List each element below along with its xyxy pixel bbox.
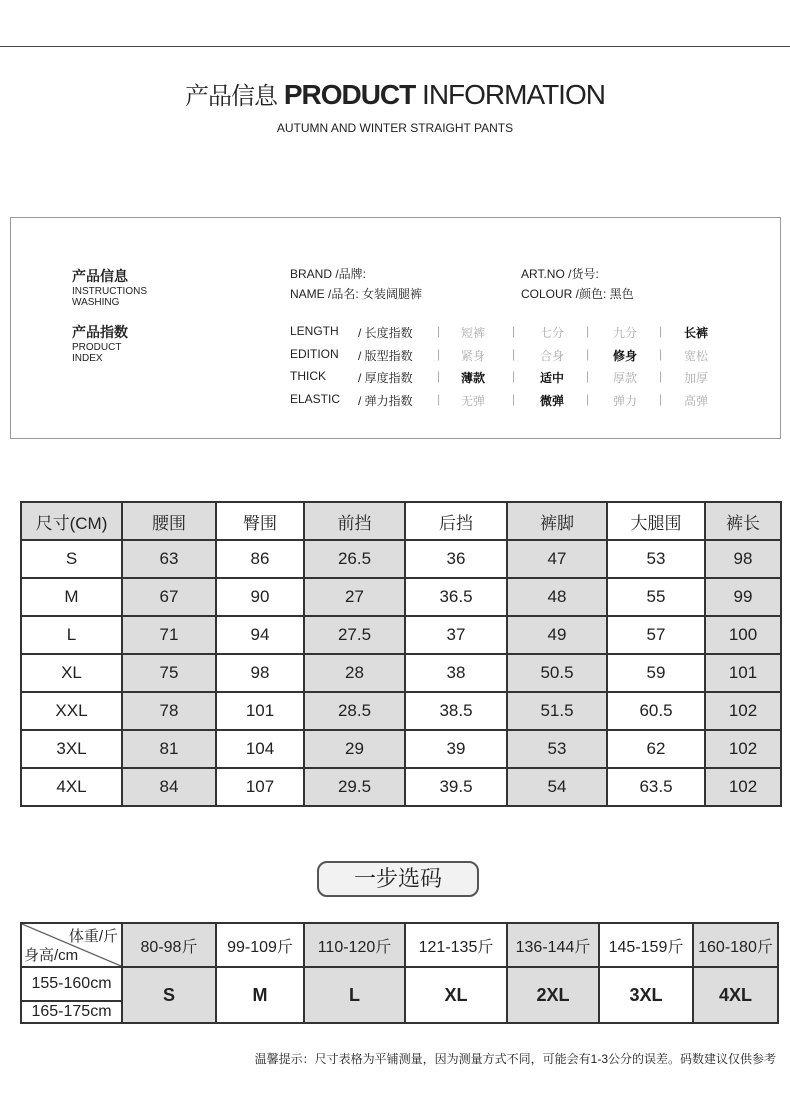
size-cell: 4XL [693,967,778,1023]
weight-cell: 110-120斤 [304,923,405,967]
weight-cell: 160-180斤 [693,923,778,967]
table-cell: 37 [405,616,507,654]
table-cell: 81 [122,730,216,768]
table-cell: 36 [405,540,507,578]
separator: | [586,346,590,361]
table-cell: 38 [405,654,507,692]
table-cell: 98 [705,540,781,578]
table-cell: 75 [122,654,216,692]
table-cell: S [21,540,122,578]
table-row [21,578,781,616]
table-cell: 107 [216,768,304,806]
table-cell: 59 [607,654,705,692]
top-divider [0,46,790,47]
table-row [21,616,781,654]
index-option: 微弹 [540,393,565,408]
index-option: 九分 [613,326,638,340]
header-cell: 裤脚 [507,502,607,540]
tip-note: 温馨提示：尺寸表格为平铺测量，因为测量方式不同，可能会有1-3公分的误差。码数建议仅供参考 [254,1052,776,1066]
table-cell: 29 [304,730,405,768]
index-en: LENGTH [290,324,339,338]
one-step-size-label: 一步选码 [317,861,479,897]
table-cell: 48 [507,578,607,616]
separator: | [586,369,590,383]
table-cell: 47 [507,540,607,578]
table-cell: 99 [705,578,781,616]
index-option: 弹力 [613,393,638,408]
table-cell: 53 [507,730,607,768]
separator: | [659,391,663,406]
separator: | [512,369,516,383]
separator: | [659,324,663,338]
index-option: 高弹 [684,393,709,408]
size-cell: L [304,967,405,1023]
separator: | [512,391,516,406]
table-cell: 102 [705,768,781,806]
table-cell: 28 [304,654,405,692]
table-cell: 53 [607,540,705,578]
header-cell: 大腿围 [607,502,705,540]
table-cell: 101 [216,692,304,730]
table-cell: 98 [216,654,304,692]
size-cell: S [122,967,216,1023]
table-cell: 38.5 [405,692,507,730]
section-info: 产品信息 INSTRUCTIONS WASHING [72,268,147,308]
height-cell: 155-160cm [21,967,122,1001]
index-option: 厚款 [613,371,638,385]
section-index: 产品指数 PRODUCT INDEX [72,324,128,364]
table-row [21,692,781,730]
table-cell: 86 [216,540,304,578]
table-cell: 49 [507,616,607,654]
table-cell: 67 [122,578,216,616]
size-cell: 2XL [507,967,599,1023]
corner-cell: 体重/斤 身高/cm [21,923,122,967]
weight-cell: 136-144斤 [507,923,599,967]
separator: | [437,324,441,338]
index-option: 紧身 [461,348,486,363]
table-cell: 27.5 [304,616,405,654]
table-cell: 94 [216,616,304,654]
table-cell: 29.5 [304,768,405,806]
index-cn: / 版型指数 [358,348,413,363]
index-cn: / 厚度指数 [358,371,413,385]
separator: | [437,391,441,406]
table-row [21,654,781,692]
table-cell: 26.5 [304,540,405,578]
separator: | [512,346,516,361]
index-option: 宽松 [684,348,709,363]
index-en: ELASTIC [290,391,341,406]
size-cell: 3XL [599,967,693,1023]
table-cell: 3XL [21,730,122,768]
index-option: 薄款 [461,371,486,385]
table-cell: 78 [122,692,216,730]
table-cell: 50.5 [507,654,607,692]
table-cell: 27 [304,578,405,616]
size-recommend-table [20,922,779,1024]
table-cell: 104 [216,730,304,768]
table-cell: XL [21,654,122,692]
index-option: 合身 [540,348,565,363]
table-cell: 55 [607,578,705,616]
table-cell: 28.5 [304,692,405,730]
index-option: 长裤 [684,326,709,340]
table-cell: 102 [705,692,781,730]
size-table [20,501,782,807]
table-cell: 101 [705,654,781,692]
index-cn: / 弹力指数 [358,393,413,408]
weight-cell: 145-159斤 [599,923,693,967]
separator: | [586,391,590,406]
table-cell: 63.5 [607,768,705,806]
separator: | [659,369,663,383]
table-cell: 39 [405,730,507,768]
index-en: EDITION [290,346,339,361]
separator: | [586,324,590,338]
index-option: 七分 [540,326,565,340]
separator: | [659,346,663,361]
table-cell: 51.5 [507,692,607,730]
header-cell: 前挡 [304,502,405,540]
separator: | [512,324,516,338]
index-option: 短裤 [461,326,486,340]
table-cell: 54 [507,768,607,806]
table-cell: 60.5 [607,692,705,730]
table-cell: M [21,578,122,616]
brand-field: BRAND /品牌: [290,267,367,281]
table-cell: 90 [216,578,304,616]
size-cell: XL [405,967,507,1023]
index-cn: / 长度指数 [358,326,413,340]
table-cell: L [21,616,122,654]
size-cell: M [216,967,304,1023]
table-cell: XXL [21,692,122,730]
header-cell: 尺寸(CM) [21,502,122,540]
index-option: 适中 [540,371,565,385]
table-cell: 102 [705,730,781,768]
separator: | [437,369,441,383]
index-option: 加厚 [684,371,709,385]
table-cell: 71 [122,616,216,654]
table-row [21,540,781,578]
header-cell: 臀围 [216,502,304,540]
table-cell: 100 [705,616,781,654]
height-cell: 165-175cm [21,1001,122,1023]
index-option: 修身 [613,348,638,363]
table-cell: 62 [607,730,705,768]
weight-cell: 80-98斤 [122,923,216,967]
table-row [21,730,781,768]
table-cell: 63 [122,540,216,578]
artno-field: ART.NO /货号: [521,267,599,281]
table-cell: 39.5 [405,768,507,806]
separator: | [437,346,441,361]
name-field: NAME /品名: 女装阔腿裤 [290,287,423,301]
table-cell: 57 [607,616,705,654]
table-cell: 4XL [21,768,122,806]
weight-cell: 99-109斤 [216,923,304,967]
weight-cell: 121-135斤 [405,923,507,967]
header-cell: 裤长 [705,502,781,540]
page-title: 产品信息 PRODUCT INFORMATION [185,79,605,110]
index-option: 无弹 [461,393,486,408]
index-en: THICK [290,369,326,383]
header-cell: 后挡 [405,502,507,540]
table-row [21,768,781,806]
subtitle: AUTUMN AND WINTER STRAIGHT PANTS [276,121,514,135]
table-cell: 36.5 [405,578,507,616]
colour-field: COLOUR /颜色: 黑色 [521,287,634,301]
header-cell: 腰围 [122,502,216,540]
table-cell: 84 [122,768,216,806]
